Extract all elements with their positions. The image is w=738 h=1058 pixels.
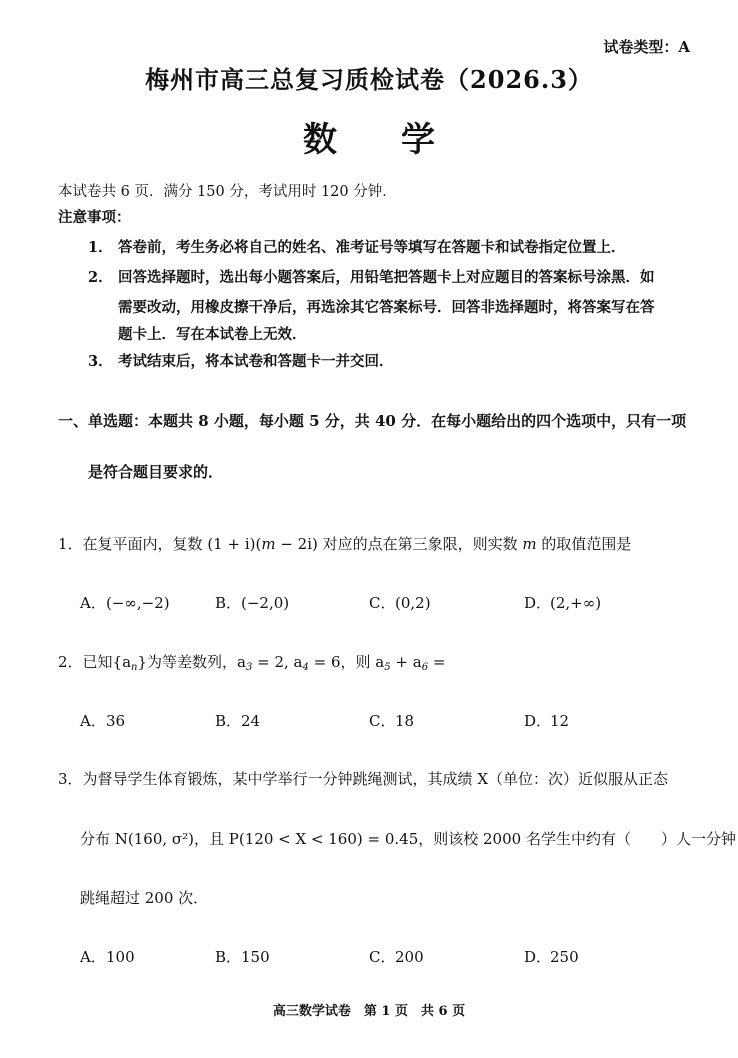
- option-a: [80, 946, 135, 967]
- option-value: (−∞,−2): [106, 594, 170, 612]
- page-footer: 高三数学试卷 第 1 页 共 6 页: [272, 1004, 466, 1019]
- math-subscript: 6: [421, 662, 429, 673]
- option-a: [80, 592, 170, 613]
- question-2: [58, 651, 445, 673]
- option-value: (2,+∞): [550, 594, 602, 612]
- option-label: B．: [215, 948, 242, 966]
- option-a: [80, 710, 125, 731]
- option-label: D．: [524, 712, 552, 730]
- option-value: (0,2): [395, 594, 431, 612]
- option-value: (−2,0): [241, 594, 290, 612]
- option-label: B．: [215, 712, 242, 730]
- question-number: 1．: [58, 535, 83, 553]
- option-value: 12: [550, 712, 570, 730]
- question-text: − 2i) 对应的点在第三象限，则实数: [275, 535, 523, 553]
- question-text-continued: 分布 N(160, σ²)，且 P(120 < X < 160) = 0.45，则该校 2000 名学生中约有（ ）人一分钟: [80, 830, 736, 848]
- question-text: = 6，则 a: [308, 653, 385, 671]
- question-text: =: [428, 653, 446, 671]
- math-subscript: 4: [302, 662, 309, 673]
- question-text: 为督导学生体育锻炼，某中学举行一分钟跳绳测试，其成绩 X（单位：次）近似服从正态: [82, 770, 668, 788]
- option-value: 36: [106, 712, 126, 730]
- option-value: 100: [106, 948, 135, 966]
- notes-heading: 注意事项：: [58, 209, 131, 226]
- math-subscript: 5: [384, 662, 391, 673]
- note-text: 回答选择题时，选出每小题答案后，用铅笔把答题卡上对应题目的答案标号涂黑．如: [118, 269, 655, 286]
- question-text-continued: 跳绳超过 200 次．: [80, 889, 209, 907]
- option-label: A．: [80, 594, 106, 612]
- question-text: + a: [390, 653, 422, 671]
- math-variable: m: [522, 535, 537, 553]
- math-subscript: 3: [246, 662, 253, 673]
- note-text-continued: 需要改动，用橡皮擦干净后，再选涂其它答案标号．回答非选择题时，将答案写在答: [118, 299, 655, 316]
- section-heading-continued: 是符合题目要求的．: [88, 463, 224, 481]
- question-text: 已知{a: [82, 653, 132, 671]
- option-b: [215, 592, 289, 613]
- section-heading: 一、单选题：本题共 8 小题，每小题 5 分，共 40 分．在每小题给出的四个选项中，只有一项: [58, 412, 687, 430]
- option-b: [215, 710, 260, 731]
- option-value: 24: [241, 712, 261, 730]
- subject-title: 数学: [303, 120, 499, 160]
- question-number: 2．: [58, 653, 83, 671]
- paper-type-label: 试卷类型：A: [603, 38, 690, 56]
- note-text: 答卷前，考生务必将自己的姓名、准考证号等填写在答题卡和试卷指定位置上．: [118, 239, 626, 256]
- question-text: 在复平面内，复数 (1 + i)(: [82, 535, 262, 553]
- option-d: [524, 592, 601, 613]
- question-number: 3．: [58, 770, 83, 788]
- option-label: C．: [369, 594, 396, 612]
- option-label: C．: [369, 712, 396, 730]
- exam-intro: 本试卷共 6 页．满分 150 分，考试用时 120 分钟．: [58, 184, 397, 200]
- option-value: 250: [550, 948, 579, 966]
- option-c: [369, 710, 414, 731]
- option-value: 18: [395, 712, 415, 730]
- question-text: }为等差数列，a: [137, 653, 246, 671]
- option-c: [369, 592, 431, 613]
- option-label: C．: [369, 948, 396, 966]
- option-label: D．: [524, 594, 552, 612]
- question-text: = 2, a: [252, 653, 303, 671]
- option-label: D．: [524, 948, 552, 966]
- note-text-continued: 题卡上．写在本试卷上无效．: [118, 326, 307, 343]
- option-d: [524, 710, 569, 731]
- question-3: [58, 768, 668, 789]
- note-item: [88, 266, 655, 287]
- exam-title: 梅州市高三总复习质检试卷（2026.3）: [145, 65, 593, 94]
- option-d: [524, 946, 579, 967]
- note-item: [88, 350, 394, 371]
- note-item: [88, 236, 626, 257]
- question-text: 的取值范围是: [536, 535, 632, 553]
- math-subscript: n: [131, 662, 138, 673]
- option-b: [215, 946, 270, 967]
- math-variable: m: [261, 535, 276, 553]
- option-c: [369, 946, 424, 967]
- note-number: 1．: [88, 239, 113, 256]
- question-1: [58, 533, 631, 554]
- option-label: B．: [215, 594, 242, 612]
- note-number: 3．: [88, 353, 113, 370]
- option-value: 150: [241, 948, 270, 966]
- option-label: A．: [80, 712, 106, 730]
- note-number: 2．: [88, 269, 113, 286]
- option-label: A．: [80, 948, 106, 966]
- note-text: 考试结束后，将本试卷和答题卡一并交回．: [118, 353, 394, 370]
- option-value: 200: [395, 948, 424, 966]
